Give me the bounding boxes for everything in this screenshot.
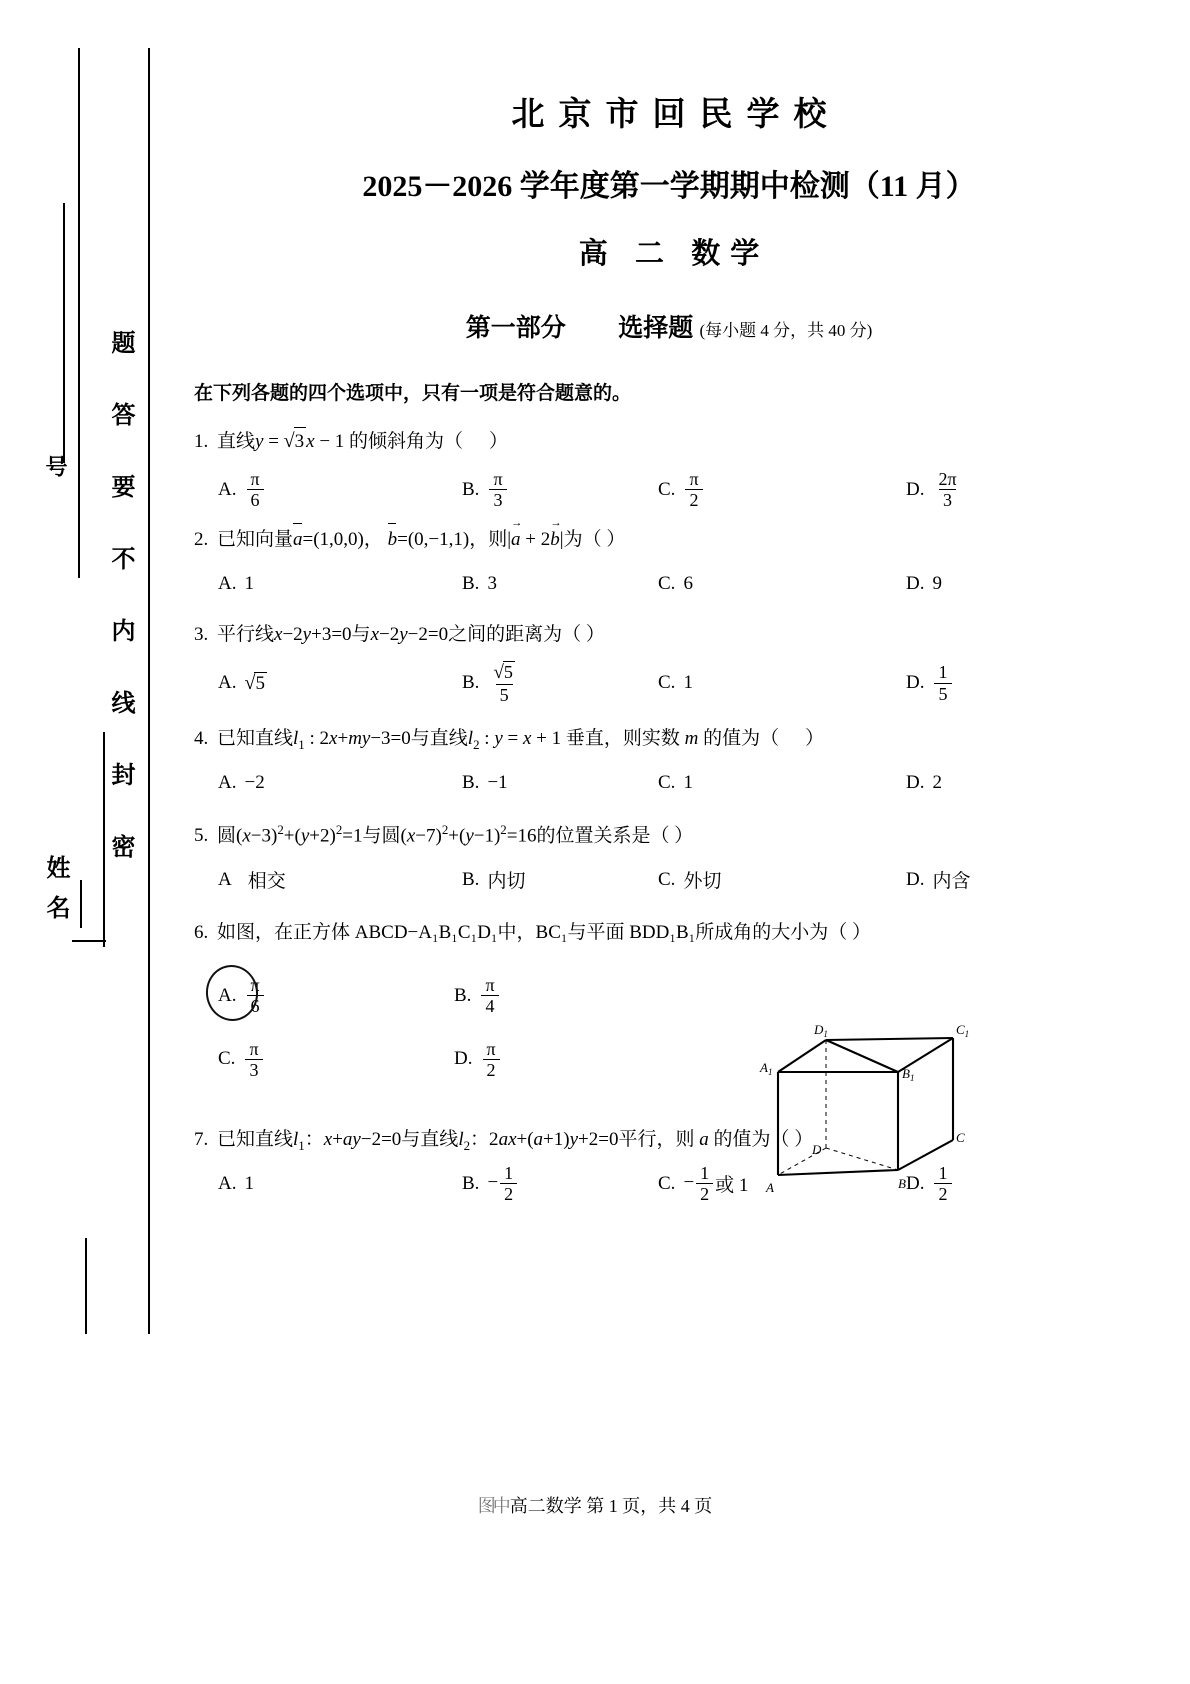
option-4-B[interactable] — [462, 766, 658, 800]
option-3-C-label: C. — [658, 672, 676, 694]
option-7-B-value: − $\frac{1}{2}$ — [487, 1163, 519, 1204]
option-2-B-value: 3 — [487, 572, 497, 594]
option-3-C-value: 1 — [683, 672, 693, 694]
question-7-stem: 7. 已知直线$l_1$：x+ay−2=0与直线$l_2$：2ax+(a+1)y+2=0平行，则 a 的值为（ ） — [194, 1129, 814, 1153]
question-5-options — [218, 863, 1160, 897]
footer-text: 高二数学 第 1 页，共 4 页 — [509, 1496, 713, 1516]
question-6-stem — [194, 919, 1160, 948]
question-2-eq-b: =(0,−1,1)，则 — [397, 529, 508, 551]
option-6-D-value: $\frac{\pi}{2}$ — [482, 1039, 499, 1080]
option-1-A-label: A. — [218, 478, 237, 500]
question-3-stem: 3. 平行线x−2y+3=0与x−2y−2=0之间的距离为（ ） — [194, 623, 605, 645]
option-5-B[interactable] — [462, 863, 658, 897]
seal-inner-text: 题答要不内线封密 — [107, 330, 133, 906]
question-4-var-m: m — [684, 727, 699, 749]
question-3-text-b: 与 — [351, 623, 371, 645]
option-1-C[interactable] — [658, 469, 906, 510]
option-2-A-value: 1 — [244, 572, 254, 594]
seal-rule-outer-top — [78, 48, 80, 578]
option-1-B[interactable] — [462, 469, 658, 510]
option-4-A[interactable] — [218, 766, 462, 800]
option-7-A-label: A. — [218, 1172, 237, 1194]
seal-number-label: 号 — [43, 455, 68, 477]
option-7-C-suffix: 或 1 — [715, 1175, 749, 1197]
cube-label-C1: $C_1$ — [956, 1022, 970, 1039]
option-3-A-label: A. — [218, 672, 237, 694]
option-1-A-value: $\frac{\pi}{6}$ — [246, 469, 263, 510]
cube-svg — [758, 1010, 1008, 1225]
question-6-number: 6. — [194, 921, 209, 943]
question-1-text-a: 直线 — [217, 431, 256, 452]
seal-rule-outer-mid — [80, 880, 82, 928]
option-6-A-label: A. — [218, 984, 237, 1006]
question-4-text-c: 垂直，则实数 — [565, 727, 680, 749]
cube-label-D1: $D_1$ — [814, 1022, 828, 1039]
question-1-number: 1. — [194, 431, 209, 452]
option-6-B[interactable] — [454, 975, 644, 1016]
option-1-B-value: $\frac{\pi}{3}$ — [489, 469, 506, 510]
option-1-C-label: C. — [658, 478, 676, 500]
seal-rule-short-upper — [63, 203, 65, 463]
question-7-var-a: a — [699, 1129, 709, 1151]
question-2-options — [218, 567, 1160, 601]
option-5-B-value: 内切 — [487, 871, 526, 893]
question-4-options — [218, 766, 1160, 800]
option-2-A[interactable] — [218, 567, 462, 601]
cube-label-A: A — [766, 1180, 774, 1195]
cube-label-D: D — [812, 1142, 822, 1157]
option-6-C[interactable] — [218, 1039, 454, 1080]
question-4-text-b: 与直线 — [410, 727, 468, 749]
option-4-A-value: −2 — [244, 771, 265, 793]
cube-diagram — [758, 1010, 1008, 1225]
sealing-line-margin — [0, 0, 160, 1684]
question-2-text-b: 为（ ） — [563, 529, 626, 551]
question-1-text-b: 的倾斜角为（ — [349, 431, 464, 452]
option-4-B-label: B. — [462, 771, 480, 793]
option-5-C[interactable] — [658, 863, 906, 897]
question-1-options — [218, 469, 1160, 510]
option-3-D[interactable] — [906, 661, 1066, 704]
option-6-C-label: C. — [218, 1048, 236, 1070]
seal-rule-tick — [72, 940, 106, 942]
option-1-D-value: $\frac{2\pi}{3}$ — [938, 468, 957, 511]
option-6-A-value: $\frac{\pi}{6}$ — [246, 975, 263, 1016]
exam-page — [160, 0, 1190, 1684]
option-2-D-label: D. — [906, 572, 925, 594]
part-score-note: (每小题 4 分，共 40 分) — [699, 321, 873, 340]
cube-solid-edges — [778, 1038, 953, 1175]
option-2-B-label: B. — [462, 572, 480, 594]
part-heading — [178, 308, 1160, 344]
question-2-stem: 2. 已知向量a=(1,0,0)， b=(0,−1,1)，则|a → + 2b →|为（ ） — [194, 526, 1160, 555]
question-4 — [194, 725, 1160, 800]
option-7-B[interactable] — [462, 1163, 658, 1204]
option-6-C-value: $\frac{\pi}{3}$ — [245, 1039, 262, 1080]
question-5-stem: 5. 圆$(x-3)^2+(y+2)^2=1$与圆$(x-7)^2+(y-1)^2=16$的位置关系是（ ） — [194, 821, 694, 847]
option-3-A[interactable] — [218, 661, 462, 704]
question-5-text-c: 的位置关系是（ ） — [536, 825, 694, 847]
option-1-A[interactable] — [218, 469, 462, 510]
question-7 — [194, 1126, 1160, 1205]
option-2-D[interactable] — [906, 567, 1066, 601]
option-7-A[interactable] — [218, 1163, 462, 1204]
option-6-B-label: B. — [454, 984, 472, 1006]
question-5 — [194, 820, 1160, 897]
question-3 — [194, 621, 1160, 705]
question-1-stem: 1. 直线y = √3 x − 1 的倾斜角为（ ） — [194, 427, 1160, 457]
question-4-text-d: 的值为（ — [703, 727, 780, 749]
option-1-D-label: D. — [906, 478, 925, 500]
option-3-B[interactable] — [462, 661, 658, 704]
question-4-text-a: 已知直线 — [217, 727, 294, 749]
option-4-A-label: A. — [218, 771, 237, 793]
option-5-D[interactable] — [906, 863, 1066, 897]
question-3-options — [218, 661, 1160, 704]
footer-stamp: 图中 — [477, 1496, 508, 1516]
option-5-B-label: B. — [462, 868, 480, 890]
seal-rule-outer-bottom — [85, 1238, 87, 1334]
question-6-options — [218, 975, 648, 1080]
option-4-D-label: D. — [906, 771, 925, 793]
option-3-D-label: D. — [906, 672, 925, 694]
question-7-options — [218, 1163, 1160, 1204]
question-3-text-c: 之间的距离为（ ） — [448, 623, 605, 645]
question-1-text-c: ） — [489, 431, 509, 452]
question-2-text-a: 已知向量 — [217, 529, 294, 551]
question-7-text-d: 的值为（ ） — [713, 1129, 814, 1151]
part-label: 第一部分 — [465, 315, 566, 342]
option-5-A[interactable] — [218, 863, 462, 897]
option-1-C-value: $\frac{\pi}{2}$ — [685, 469, 702, 510]
option-2-A-label: A. — [218, 572, 237, 594]
option-3-A-value: √5 — [244, 671, 265, 694]
option-1-D[interactable] — [906, 469, 1066, 510]
question-2-number: 2. — [194, 529, 209, 551]
question-5-text-b: 与圆 — [362, 825, 401, 847]
question-4-text-e: ） — [805, 727, 825, 749]
option-2-C[interactable] — [658, 567, 906, 601]
option-7-C-value: − $\frac{1}{2}$ — [683, 1163, 715, 1204]
question-7-text-a: 已知直线 — [217, 1129, 294, 1151]
option-3-B-value: $\frac{√5}{5}$ — [493, 662, 513, 705]
option-4-C[interactable] — [658, 766, 906, 800]
option-5-A-value: 相交 — [247, 871, 286, 893]
question-1 — [194, 427, 1160, 510]
option-2-D-value: 9 — [932, 572, 942, 594]
option-4-C-value: 1 — [683, 771, 693, 793]
page-title-school: 北京市回民学校 — [511, 97, 841, 133]
question-2-eq-a: =(1,0,0)， — [302, 529, 383, 551]
option-4-D-value: 2 — [932, 771, 942, 793]
question-4-number: 4. — [194, 727, 209, 749]
cube-label-B1: $B_1$ — [902, 1066, 915, 1083]
option-3-C[interactable] — [658, 661, 906, 704]
option-7-B-label: B. — [462, 1172, 480, 1194]
question-7-text-b: 与直线 — [401, 1129, 459, 1151]
option-5-D-value: 内含 — [932, 871, 971, 893]
page-footer — [0, 1492, 1190, 1518]
question-2 — [194, 526, 1160, 601]
cube-label-A1: $A_1$ — [760, 1060, 773, 1077]
option-3-D-value: $\frac{1}{5}$ — [934, 662, 951, 703]
question-7-text-c: 平行，则 — [618, 1129, 695, 1151]
option-5-D-label: D. — [906, 868, 925, 890]
question-4-stem: 4. 已知直线$l_1$ : 2x+my−3=0与直线$l_2$ : y = x + 1 垂直，则实数 m 的值为（ ） — [194, 727, 825, 752]
question-5-text-a: 圆 — [217, 825, 237, 847]
option-5-A-label: A — [218, 868, 232, 890]
option-5-C-label: C. — [658, 868, 676, 890]
option-2-C-value: 6 — [683, 572, 693, 594]
option-7-C-label: C. — [658, 1172, 676, 1194]
option-5-C-value: 外切 — [683, 871, 722, 893]
question-6 — [194, 919, 1160, 1080]
option-6-D[interactable] — [454, 1039, 644, 1080]
option-2-B[interactable] — [462, 567, 658, 601]
option-6-D-label: D. — [454, 1048, 473, 1070]
question-5-number: 5. — [194, 825, 209, 847]
option-6-B-value: $\frac{\pi}{4}$ — [481, 975, 498, 1016]
option-4-C-label: C. — [658, 771, 676, 793]
option-2-C-label: C. — [658, 572, 676, 594]
section-instruction: 在下列各题的四个选项中，只有一项是符合题意的。 — [194, 383, 632, 404]
part-name: 选择题 — [618, 315, 694, 342]
option-7-D-label: D. — [906, 1172, 925, 1194]
seal-name-label: 姓名 — [42, 855, 68, 935]
option-6-A[interactable] — [218, 975, 454, 1016]
question-3-text-a: 平行线 — [217, 623, 275, 645]
option-7-D-value: $\frac{1}{2}$ — [934, 1163, 951, 1204]
question-3-number: 3. — [194, 623, 209, 645]
option-7-A-value: 1 — [244, 1172, 254, 1194]
cube-label-B: B — [898, 1176, 906, 1191]
seal-rule-inner — [148, 48, 150, 1334]
question-7-number: 7. — [194, 1129, 209, 1151]
option-4-B-value: −1 — [487, 771, 508, 793]
question-6-text-full: 如图，在正方体 ABCD−A₁B₁C₁D₁中，BC₁与平面 BDD₁B₁所成角的大小为（ ） — [217, 921, 872, 943]
page-title-subject: 高 二 数学 — [578, 238, 770, 270]
option-1-B-label: B. — [462, 478, 480, 500]
cube-label-C: C — [956, 1130, 965, 1145]
page-title-term: 2025－2026 学年度第一学期期中检测（11 月） — [362, 170, 976, 203]
option-4-D[interactable] — [906, 766, 1066, 800]
option-3-B-label: B. — [462, 672, 480, 694]
